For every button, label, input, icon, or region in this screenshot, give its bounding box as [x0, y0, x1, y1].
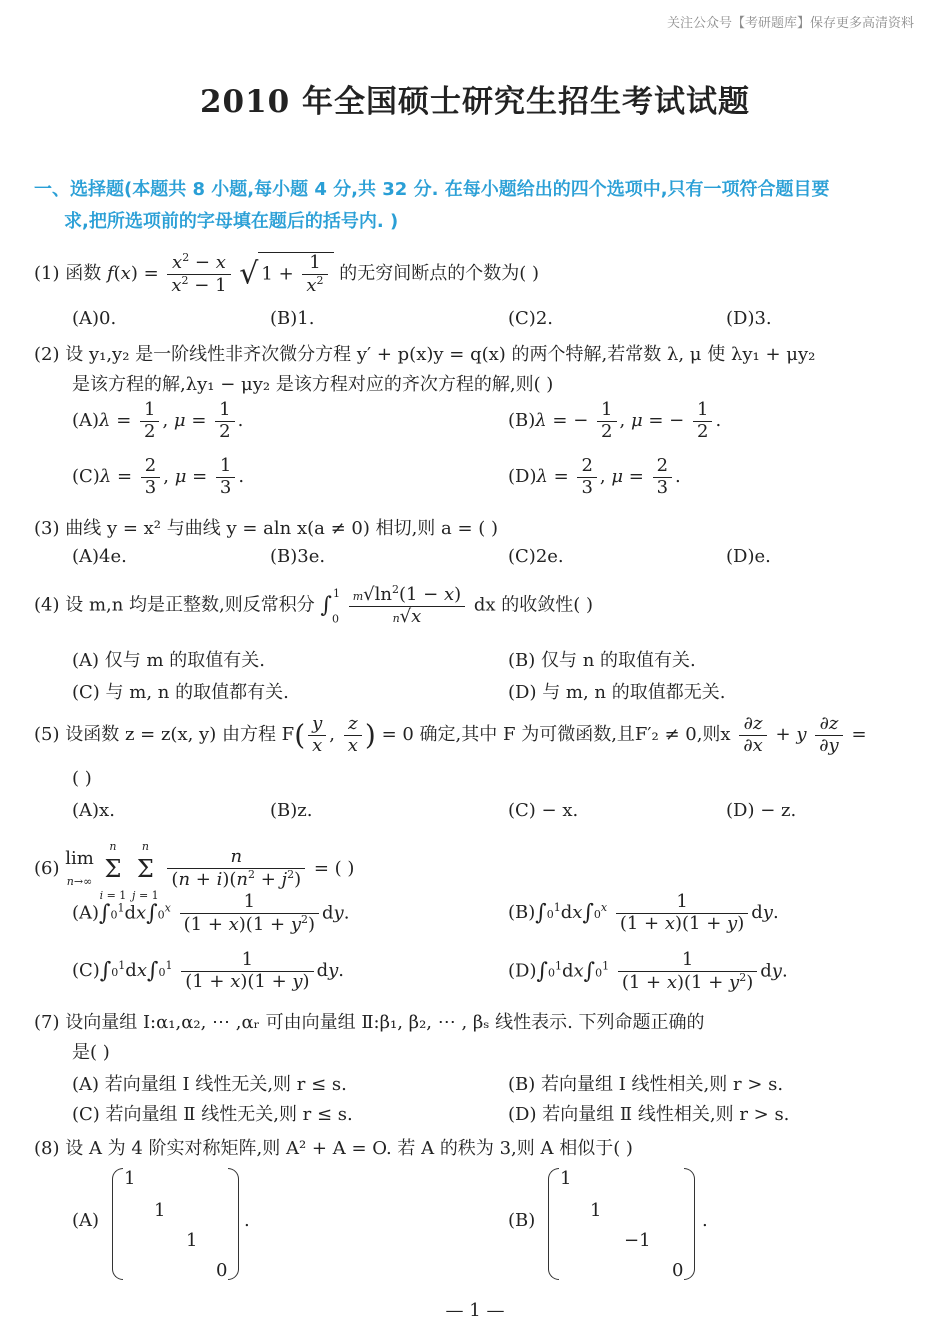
- q7-option-c: (C) 若向量组 Ⅱ 线性无关,则 r ≤ s.: [72, 1104, 353, 1125]
- q7-option-b: (B) 若向量组 Ⅰ 线性相关,则 r > s.: [508, 1074, 784, 1095]
- q5-option-b: (B)z.: [270, 800, 313, 821]
- q8-matrix-b: 1 1 −1 0: [548, 1168, 698, 1278]
- question-6: (6) lim n→∞ n Σ i = 1 n Σ j = 1 $\frac{n}{(n + i)(n^2 + j^2)}$ = ( ): [34, 840, 355, 902]
- q2-option-a: (A)λ = $\frac{1}{2}$ , μ = $\frac{1}{2}$ .: [72, 399, 244, 442]
- q4-pre: (4) 设 m,n 均是正整数,则反常积分: [34, 594, 315, 616]
- q8-matrix-a: 1 1 1 0: [112, 1168, 242, 1278]
- q1-option-a: (A)0.: [72, 308, 117, 329]
- q6-option-c: $(C)\int 0^1dx\int 0^1$ $\frac{1}{(1 + x)(1 + y)}$ dy.: [72, 949, 345, 992]
- q4-option-b: (B) 仅与 n 的取值有关.: [508, 650, 696, 671]
- q1-option-d: (D)3.: [726, 308, 772, 329]
- q3-option-c: (C)2e.: [508, 546, 564, 567]
- q4-post: dx 的收敛性( ): [473, 594, 594, 616]
- q2-option-d: (D)λ = $\frac{2}{3}$ , μ = $\frac{2}{3}$ .: [508, 455, 681, 498]
- q6-option-d: $(D)\int 0^1dx\int 0^1$ $\frac{1}{(1 + x)(1 + y^2)}$ dy.: [508, 949, 788, 993]
- q3-option-d: (D)e.: [726, 546, 771, 567]
- q3-line: (3) 曲线 y = x² 与曲线 y = aln x(a ≠ 0) 相切,则 a = ( ): [34, 518, 499, 539]
- integral-symbol: ∫: [320, 593, 332, 619]
- q4-option-a: (A) 仅与 m 的取值有关.: [72, 650, 265, 671]
- q6-number: (6): [34, 858, 60, 879]
- watermark: 关注公众号【考研题库】保存更多高清资料: [666, 16, 914, 31]
- q1-post: 的无穷间断点的个数为( ): [339, 263, 540, 285]
- q5-option-c: (C) − x.: [508, 800, 579, 821]
- q7-line-1: (7) 设向量组 Ⅰ:α₁,α₂, ⋯ ,αᵣ 可由向量组 Ⅱ:β₁, β₂, ⋯ , βₛ 线性表示. 下列命题正确的: [34, 1012, 705, 1033]
- q2-line-1: (2) 设 y₁,y₂ 是一阶线性非齐次微分方程 y′ + p(x)y = q(x) 的两个特解,若常数 λ, μ 使 λy₁ + μy₂: [34, 344, 816, 365]
- q8-option-a-label: (A): [72, 1210, 100, 1231]
- q1-number: (1): [34, 263, 60, 285]
- q1-option-c: (C)2.: [508, 308, 553, 329]
- page-number: — 1 —: [445, 1300, 505, 1321]
- q1-pre: 函数: [65, 263, 102, 285]
- q6-option-b: $(B)\int 0^1dx\int 0^x$ $\frac{1}{(1 + x)(1 + y)}$ dy.: [508, 891, 779, 934]
- q6-option-a: $(A)\int 0^1dx\int 0^x$ $\frac{1}{(1 + x)(1 + y^2)}$ dy.: [72, 891, 350, 935]
- question-5: (5) 设函数 z = z(x, y) 由方程 F( $\frac{y}{x}$ , $\frac{z}{x}$ ) = 0 确定,其中 F 为可微函数,且F′₂ ≠ 0,则x $\frac{\partial z}{\partial x}$ + y $\frac{\partial z}{\partial y}$ =: [34, 713, 867, 756]
- q8-period-b: .: [702, 1210, 708, 1231]
- q7-option-a: (A) 若向量组 Ⅰ 线性无关,则 r ≤ s.: [72, 1074, 347, 1095]
- q8-period-a: .: [244, 1210, 250, 1231]
- q5-paren: ( ): [72, 768, 92, 789]
- q3-option-b: (B)3e.: [270, 546, 326, 567]
- section-line-1: 一、选择题(本题共 8 小题,每小题 4 分,共 32 分. 在每小题给出的四个选项中,只有一项符合题目要: [34, 179, 830, 200]
- q2-option-b: (B)λ = − $\frac{1}{2}$ , μ = − $\frac{1}{2}$ .: [508, 399, 722, 442]
- q3-option-a: (A)4e.: [72, 546, 127, 567]
- q1-fraction: $\frac{x^2 - x}{x^2 - 1}$: [167, 252, 230, 296]
- q8-line: (8) 设 A 为 4 阶实对称矩阵,则 A² + A = O. 若 A 的秩为 3,则 A 相似于( ): [34, 1138, 633, 1159]
- q5-option-a: (A)x.: [72, 800, 115, 821]
- sqrt-symbol: √: [239, 256, 259, 292]
- q7-option-d: (D) 若向量组 Ⅱ 线性相关,则 r > s.: [508, 1104, 790, 1125]
- page-title: 2010 年全国硕士研究生招生考试试题: [199, 84, 751, 120]
- question-1: (1) 函数 f(x) = $\frac{x^2 - x}{x^2 - 1}$ √ 1 + $\frac{1}{x^2}$ 的无穷间断点的个数为( ): [34, 251, 540, 296]
- section-line-2: 求,把所选项前的字母填在题后的括号内. ): [64, 211, 399, 232]
- q2-line-2: 是该方程的解,λy₁ − μy₂ 是该方程对应的齐次方程的解,则( ): [72, 374, 554, 395]
- q2-option-c: (C)λ = $\frac{2}{3}$ , μ = $\frac{1}{3}$ .: [72, 455, 245, 498]
- q4-option-d: (D) 与 m, n 的取值都无关.: [508, 682, 726, 703]
- q5-pre: (5) 设函数 z = z(x, y) 由方程 F: [34, 724, 295, 746]
- q1-fx: f: [106, 263, 114, 285]
- q4-option-c: (C) 与 m, n 的取值都有关.: [72, 682, 289, 703]
- q7-line-2: 是( ): [72, 1042, 110, 1063]
- q5-mid: = 0 确定,其中 F 为可微函数,且F′₂ ≠ 0,则x: [381, 724, 731, 746]
- q5-end: =: [851, 724, 867, 746]
- q6-post: = ( ): [313, 858, 355, 879]
- q5-option-d: (D) − z.: [726, 800, 797, 821]
- section-heading: [34, 174, 916, 238]
- q4-fraction: $\frac{m√\ln^2(1 - x)}{n√x}$: [349, 584, 465, 627]
- q8-option-b-label: (B): [508, 1210, 536, 1231]
- question-4: (4) 设 m,n 均是正整数,则反常积分 $\int_0^1$ $\frac{m√\ln^2(1 - x)}{n√x}$ dx 的收敛性( ): [34, 583, 594, 627]
- q1-option-b: (B)1.: [270, 308, 315, 329]
